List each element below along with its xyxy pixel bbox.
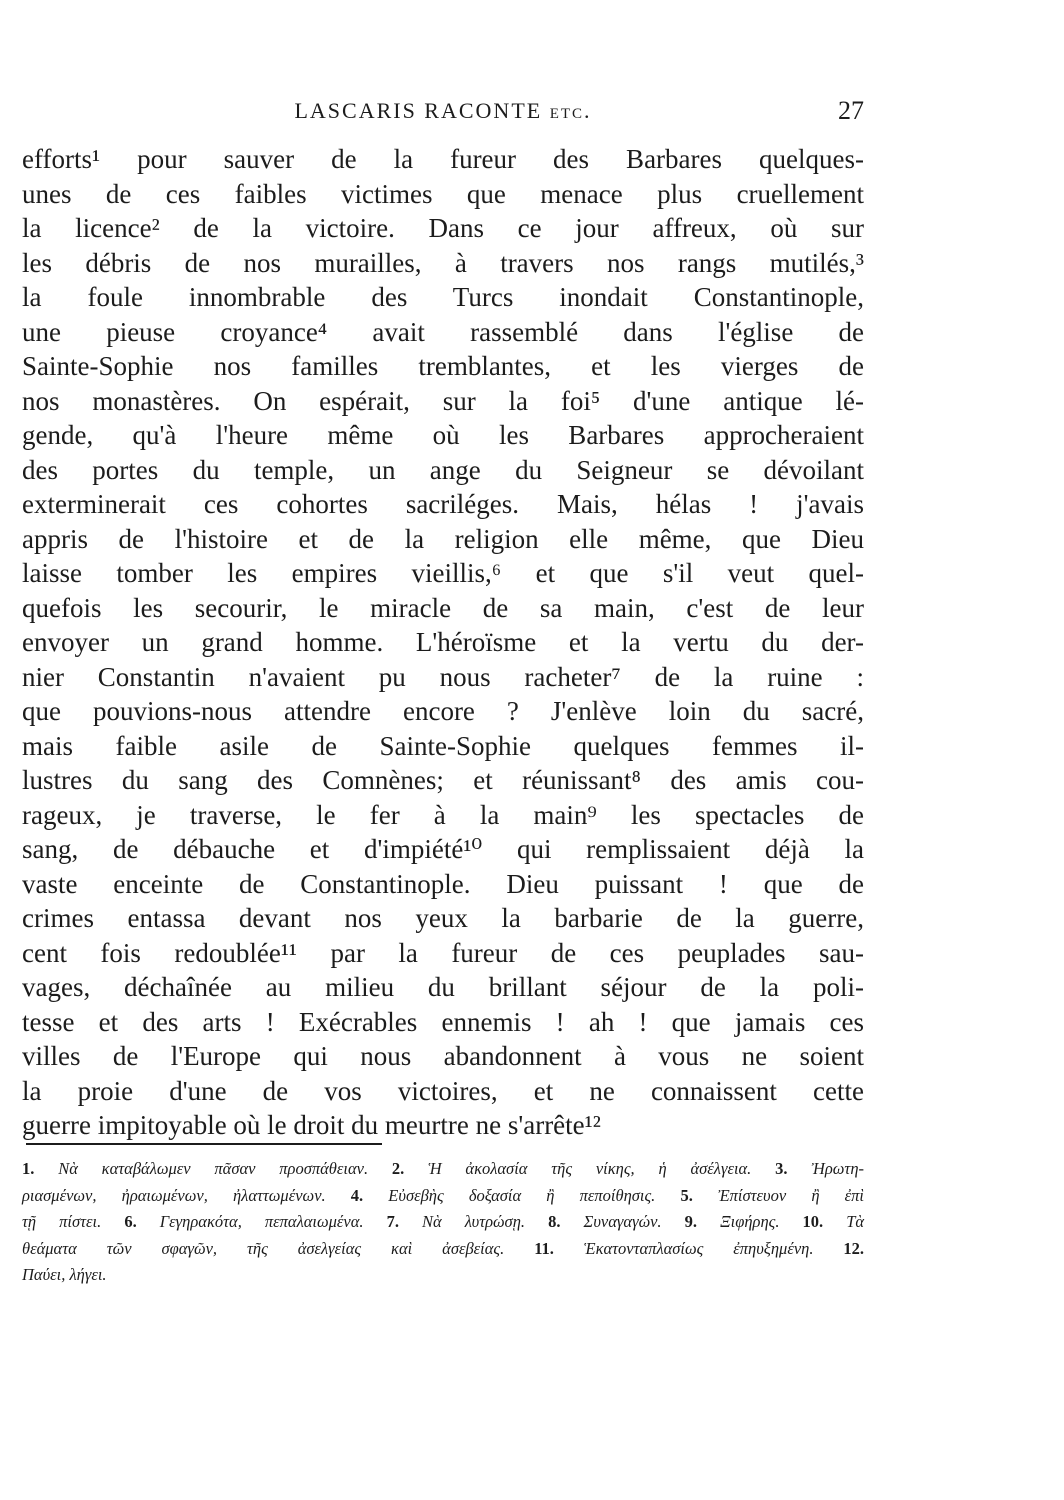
body-line: une pieuse croyance⁴ avait rassemblé dans l'église de (22, 316, 864, 347)
body-line: quefois les secourir, le miracle de sa main, c'est de leur (22, 592, 864, 623)
footnote-text: Παύει, λήγει. (22, 1265, 107, 1284)
body-line: rageux, je traverse, le fer à la main⁹ les spectacles de (22, 799, 864, 830)
body-line: vages, déchaînée au milieu du brillant séjour de la poli- (22, 972, 864, 1002)
body-line: lustres du sang des Comnènes; et réunissant⁸ des amis cou- (22, 765, 864, 795)
body-line: envoyer un grand homme. L'héroïsme et la vertu du der- (22, 627, 864, 657)
body-line: la licence² de la victoire. Dans ce jour affreux, où sur (22, 213, 864, 243)
footnote-number: 6. (124, 1212, 137, 1231)
body-line: mais faible asile de Sainte-Sophie quelques femmes il- (22, 730, 864, 761)
running-head (22, 98, 864, 130)
footnote-number: 5. (680, 1185, 693, 1205)
body-line: unes de ces faibles victimes que menace plus cruellement (22, 178, 864, 209)
body-line: les débris de nos murailles, à travers nos rangs mutilés,³ (22, 247, 864, 278)
footnote-line (22, 1183, 864, 1210)
running-title: LASCARIS RACONTE etc. (294, 98, 592, 123)
footnotes (22, 1156, 864, 1289)
footnote-number: 9. (684, 1212, 697, 1231)
body-line: tesse et des arts ! Exécrables ennemis ! ah ! que jamais ces (22, 1006, 864, 1037)
body-line: guerre impitoyable où le droit du meurtre ne s'arrête¹² (22, 1110, 601, 1140)
footnote-number: 10. (802, 1212, 824, 1231)
body-line: efforts¹ pour sauver de la fureur des Barbares quelques- (22, 144, 864, 174)
body-line: que pouvions-nous attendre encore ? J'enlève loin du sacré, (22, 696, 864, 726)
footnote-text: Εὐσεβὴς δοξασία ἢ πεποίθησις. (388, 1185, 656, 1205)
page-number: 27 (838, 96, 864, 125)
footnote-number: 12. (843, 1238, 865, 1258)
footnote-number: 1. (22, 1159, 35, 1178)
footnote-line (22, 1236, 864, 1263)
body-line: gende, qu'à l'heure même où les Barbares approcheraient (22, 420, 864, 450)
body-line: crimes entassa devant nos yeux la barbarie de la guerre, (22, 903, 864, 933)
footnote-line (22, 1209, 864, 1236)
body-line: villes de l'Europe qui nous abandonnent à vous ne soient (22, 1041, 864, 1071)
footnote-rule (26, 1143, 382, 1145)
body-line: laisse tomber les empires vieillis,⁶ et que s'il veut quel- (22, 558, 864, 588)
footnote-text: Νὰ καταβάλωμεν πᾶσαν προσπάθειαν. (58, 1159, 369, 1178)
footnote-line (22, 1262, 864, 1289)
footnote-number: 3. (775, 1159, 788, 1178)
body-line: des portes du temple, un ange du Seigneur se dévoilant (22, 454, 864, 485)
body-text (22, 142, 864, 1143)
footnote-line (22, 1156, 864, 1183)
body-line: cent fois redoublée¹¹ par la fureur de ces peuplades sau- (22, 937, 864, 968)
footnote-text: Συναγαγών. (583, 1212, 662, 1231)
footnote-number: 11. (534, 1238, 554, 1258)
footnote-text: θεάματα τῶν σφαγῶν, τῆς ἀσελγείας καὶ ἀσεβείας. (22, 1238, 505, 1258)
footnote-number: 7. (386, 1212, 399, 1231)
footnote-text: τῇ πίστει. (22, 1212, 102, 1231)
body-line: exterminerait ces cohortes sacriléges. Mais, hélas ! j'avais (22, 489, 864, 519)
body-line: la foule innombrable des Turcs inondait Constantinople, (22, 282, 864, 312)
body-line: nos monastères. On espérait, sur la foi⁵ d'une antique lé- (22, 385, 864, 416)
footnote-number: 4. (350, 1185, 364, 1205)
footnote-number: 2. (391, 1159, 405, 1178)
footnote-text: Ξιφήρης. (720, 1212, 780, 1231)
footnote-text: Ἑκατονταπλασίως ἐπηυξημένη. (583, 1238, 814, 1258)
body-line: appris de l'histoire et de la religion elle même, que Dieu (22, 523, 864, 554)
footnote-text: Ἐπίστευον ἢ ἐπὶ (717, 1185, 865, 1205)
footnote-text: Ἡ ἀκολασία τῆς νίκης, ἡ ἀσέλγεια. (428, 1159, 752, 1178)
footnote-text: Τὰ (846, 1212, 865, 1231)
footnote-text: ριασμένων, ἠραιωμένων, ἠλαττωμένων. (22, 1185, 326, 1205)
footnote-text: Ἠρωτη- (811, 1159, 864, 1178)
body-line: vaste enceinte de Constantinople. Dieu puissant ! que de (22, 868, 864, 899)
body-line: la proie d'une de vos victoires, et ne connaissent cette (22, 1075, 864, 1106)
body-line: Sainte-Sophie nos familles tremblantes, et les vierges de (22, 351, 864, 381)
footnote-number: 8. (548, 1212, 561, 1231)
footnote-text: Γεγηρακότα, πεπαλαιωμένα. (159, 1212, 364, 1231)
footnote-text: Νὰ λυτρώσῃ. (422, 1212, 526, 1231)
body-line: sang, de débauche et d'impiété¹⁰ qui remplissaient déjà la (22, 834, 864, 864)
body-line: nier Constantin n'avaient pu nous racheter⁷ de la ruine : (22, 661, 864, 692)
